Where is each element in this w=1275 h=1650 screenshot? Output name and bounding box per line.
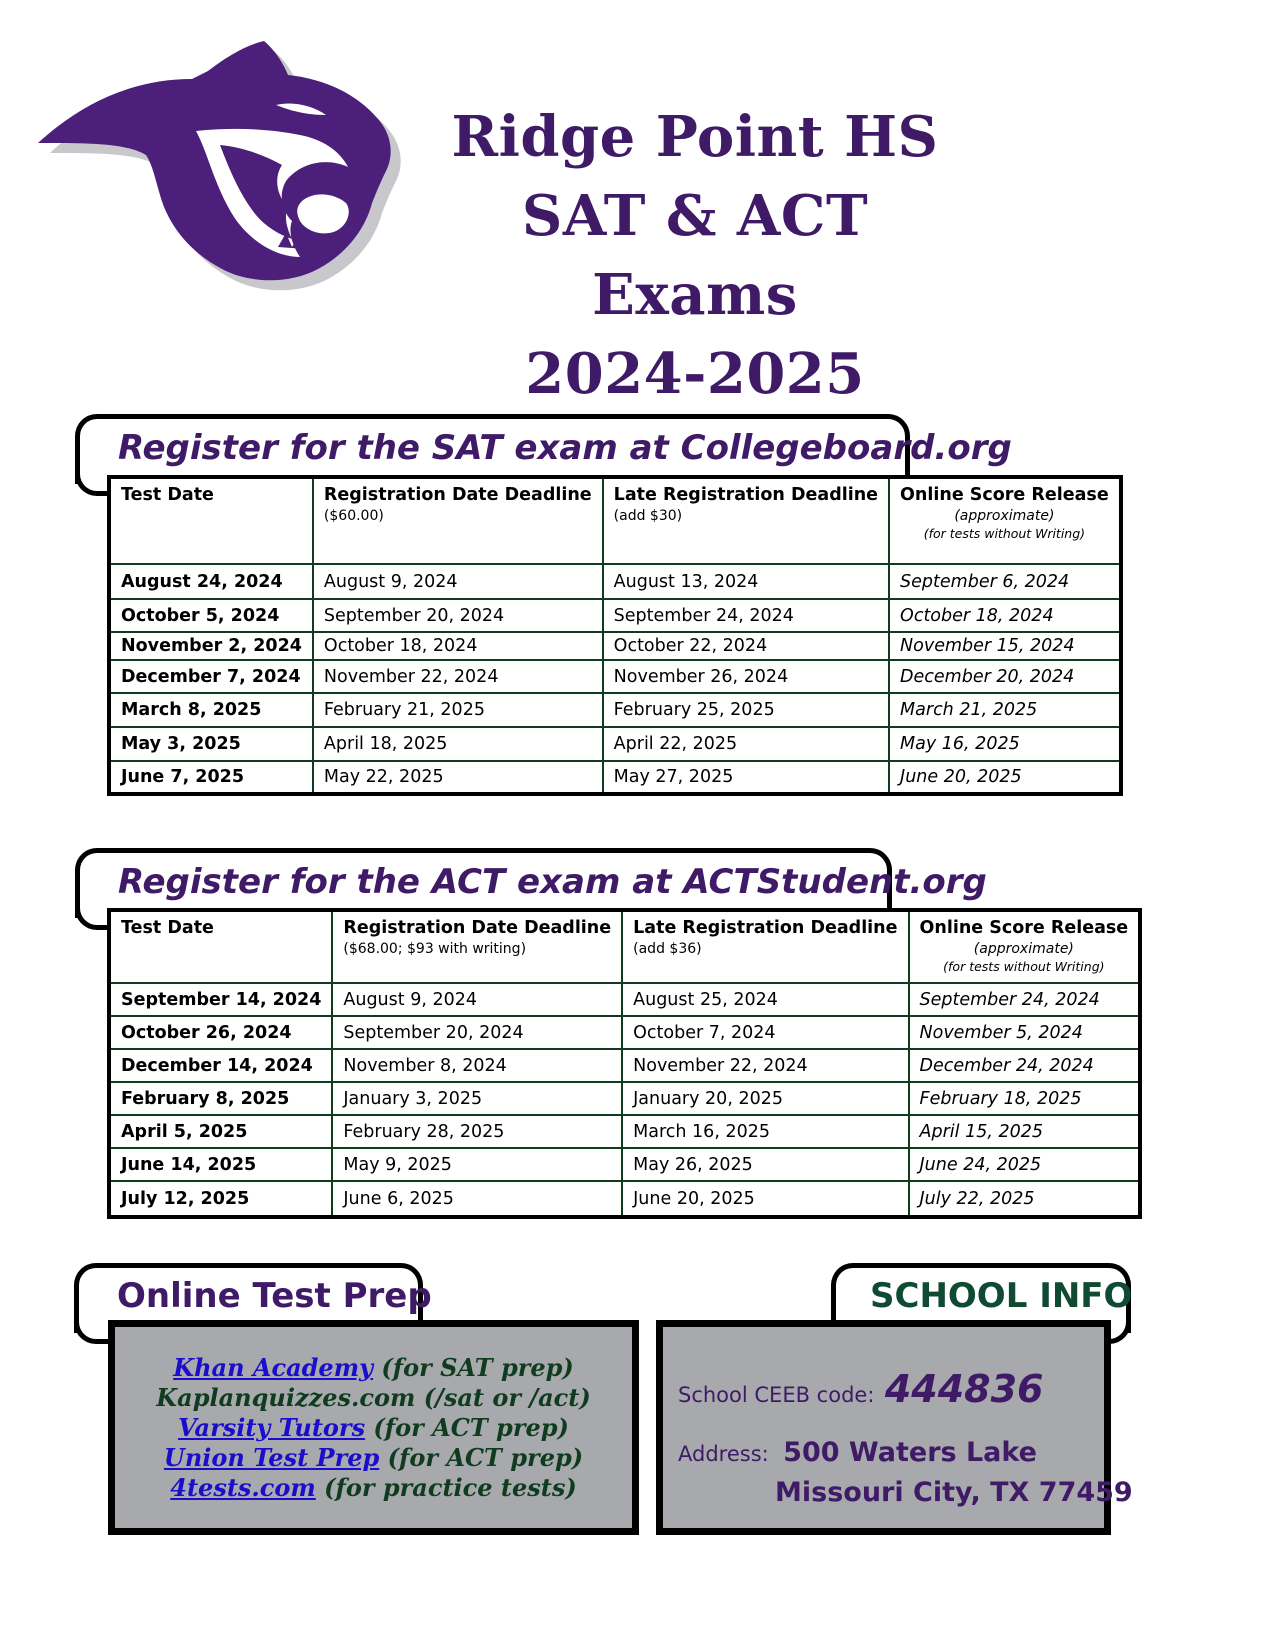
cell-score-release: October 18, 2024	[889, 599, 1121, 632]
act-heading: Register for the ACT exam at ACTStudent.org	[118, 862, 987, 902]
table-row	[109, 693, 1121, 727]
cell-score-release: February 18, 2025	[909, 1082, 1141, 1115]
table-row	[109, 599, 1121, 632]
cell-score-release: May 16, 2025	[889, 727, 1121, 761]
cell-test-date: October 26, 2024	[109, 1016, 332, 1049]
panther-head-logo	[30, 35, 415, 295]
table-row	[109, 727, 1121, 761]
cell-reg-deadline: June 6, 2025	[332, 1181, 622, 1217]
cell-test-date: December 7, 2024	[109, 660, 313, 693]
table-row	[109, 632, 1121, 660]
list-item	[115, 1443, 632, 1473]
header-test-date: Test Date	[109, 477, 313, 564]
address-line2: Missouri City, TX 77459	[775, 1477, 1133, 1508]
prep-heading: Online Test Prep	[117, 1276, 432, 1316]
address-label: Address:	[678, 1442, 769, 1466]
header-registration-deadline: Registration Date Deadline ($60.00)	[313, 477, 603, 564]
cell-test-date: December 14, 2024	[109, 1049, 332, 1082]
table-row	[109, 983, 1140, 1016]
table-row	[109, 1148, 1140, 1181]
cell-test-date: May 3, 2025	[109, 727, 313, 761]
cell-reg-deadline: January 3, 2025	[332, 1082, 622, 1115]
cell-reg-deadline: September 20, 2024	[332, 1016, 622, 1049]
cell-test-date: February 8, 2025	[109, 1082, 332, 1115]
info-heading: SCHOOL INFO	[870, 1276, 1133, 1316]
ceeb-label: School CEEB code:	[678, 1383, 875, 1407]
cell-test-date: June 14, 2025	[109, 1148, 332, 1181]
cell-test-date: April 5, 2025	[109, 1115, 332, 1148]
cell-reg-deadline: April 18, 2025	[313, 727, 603, 761]
header-test-date: Test Date	[109, 910, 332, 983]
prep-box	[108, 1320, 639, 1535]
table-row	[109, 1082, 1140, 1115]
cell-score-release: September 6, 2024	[889, 564, 1121, 599]
cell-late-deadline: February 25, 2025	[603, 693, 889, 727]
header-late-registration: Late Registration Deadline (add $30)	[603, 477, 889, 564]
sat-heading: Register for the SAT exam at Collegeboard.org	[118, 428, 1012, 468]
prep-item-note: Kaplanquizzes.com (/sat or /act)	[156, 1383, 591, 1412]
cell-late-deadline: November 26, 2024	[603, 660, 889, 693]
table-row	[109, 1115, 1140, 1148]
title-line-exams: SAT & ACT Exams	[521, 183, 869, 328]
header-score-release: Online Score Release (approximate) (for tests without Writing)	[889, 477, 1121, 564]
khan-academy-link[interactable]: Khan Academy	[173, 1353, 374, 1382]
4tests-link[interactable]: 4tests.com	[170, 1473, 316, 1502]
prep-item-note: (for ACT prep)	[365, 1413, 569, 1442]
header-registration-deadline: Registration Date Deadline ($68.00; $93 with writing)	[332, 910, 622, 983]
table-row	[109, 660, 1121, 693]
union-test-prep-link[interactable]: Union Test Prep	[163, 1443, 380, 1472]
cell-test-date: September 14, 2024	[109, 983, 332, 1016]
cell-late-deadline: March 16, 2025	[622, 1115, 908, 1148]
cell-late-deadline: October 7, 2024	[622, 1016, 908, 1049]
list-item	[115, 1413, 632, 1443]
cell-reg-deadline: February 21, 2025	[313, 693, 603, 727]
page-title	[420, 98, 970, 414]
school-info-box	[656, 1320, 1133, 1535]
cell-score-release: December 24, 2024	[909, 1049, 1141, 1082]
cell-score-release: September 24, 2024	[909, 983, 1141, 1016]
cell-test-date: August 24, 2024	[109, 564, 313, 599]
cell-reg-deadline: May 22, 2025	[313, 761, 603, 794]
sat-schedule-table	[107, 475, 1123, 796]
address-row	[678, 1437, 1037, 1468]
table-row	[109, 761, 1121, 794]
cell-test-date: November 2, 2024	[109, 632, 313, 660]
cell-late-deadline: May 26, 2025	[622, 1148, 908, 1181]
header-late-registration: Late Registration Deadline (add $36)	[622, 910, 908, 983]
cell-score-release: July 22, 2025	[909, 1181, 1141, 1217]
prep-item-note: (for practice tests)	[315, 1473, 577, 1502]
list-item	[115, 1353, 632, 1383]
title-line-year: 2024-2025	[525, 341, 865, 407]
address-line1: 500 Waters Lake	[783, 1437, 1037, 1468]
cell-score-release: November 15, 2024	[889, 632, 1121, 660]
cell-test-date: October 5, 2024	[109, 599, 313, 632]
cell-test-date: June 7, 2025	[109, 761, 313, 794]
list-item	[115, 1383, 632, 1413]
cell-reg-deadline: August 9, 2024	[332, 983, 622, 1016]
cell-score-release: June 20, 2025	[889, 761, 1121, 794]
cell-late-deadline: June 20, 2025	[622, 1181, 908, 1217]
cell-late-deadline: April 22, 2025	[603, 727, 889, 761]
cell-reg-deadline: November 8, 2024	[332, 1049, 622, 1082]
ceeb-code: 444836	[884, 1367, 1044, 1411]
ceeb-row	[678, 1367, 1044, 1411]
cell-late-deadline: October 22, 2024	[603, 632, 889, 660]
prep-item-note: (for SAT prep)	[373, 1353, 574, 1382]
cell-test-date: March 8, 2025	[109, 693, 313, 727]
cell-reg-deadline: May 9, 2025	[332, 1148, 622, 1181]
act-schedule-table	[107, 908, 1142, 1219]
cell-late-deadline: September 24, 2024	[603, 599, 889, 632]
header-score-release: Online Score Release (approximate) (for tests without Writing)	[909, 910, 1141, 983]
cell-reg-deadline: September 20, 2024	[313, 599, 603, 632]
table-header-row	[109, 910, 1140, 983]
table-row	[109, 1016, 1140, 1049]
cell-score-release: April 15, 2025	[909, 1115, 1141, 1148]
cell-reg-deadline: August 9, 2024	[313, 564, 603, 599]
list-item	[115, 1473, 632, 1503]
prep-list	[115, 1353, 632, 1503]
cell-late-deadline: May 27, 2025	[603, 761, 889, 794]
cell-score-release: December 20, 2024	[889, 660, 1121, 693]
cell-reg-deadline: October 18, 2024	[313, 632, 603, 660]
table-row	[109, 564, 1121, 599]
cell-reg-deadline: November 22, 2024	[313, 660, 603, 693]
varsity-tutors-link[interactable]: Varsity Tutors	[178, 1413, 366, 1442]
cell-late-deadline: August 25, 2024	[622, 983, 908, 1016]
cell-test-date: July 12, 2025	[109, 1181, 332, 1217]
prep-item-note: (for ACT prep)	[379, 1443, 584, 1472]
cell-late-deadline: November 22, 2024	[622, 1049, 908, 1082]
cell-score-release: November 5, 2024	[909, 1016, 1141, 1049]
cell-score-release: March 21, 2025	[889, 693, 1121, 727]
table-header-row	[109, 477, 1121, 564]
cell-late-deadline: August 13, 2024	[603, 564, 889, 599]
title-line-school: Ridge Point HS	[451, 104, 939, 170]
cell-late-deadline: January 20, 2025	[622, 1082, 908, 1115]
cell-reg-deadline: February 28, 2025	[332, 1115, 622, 1148]
table-row	[109, 1049, 1140, 1082]
cell-score-release: June 24, 2025	[909, 1148, 1141, 1181]
table-row	[109, 1181, 1140, 1217]
